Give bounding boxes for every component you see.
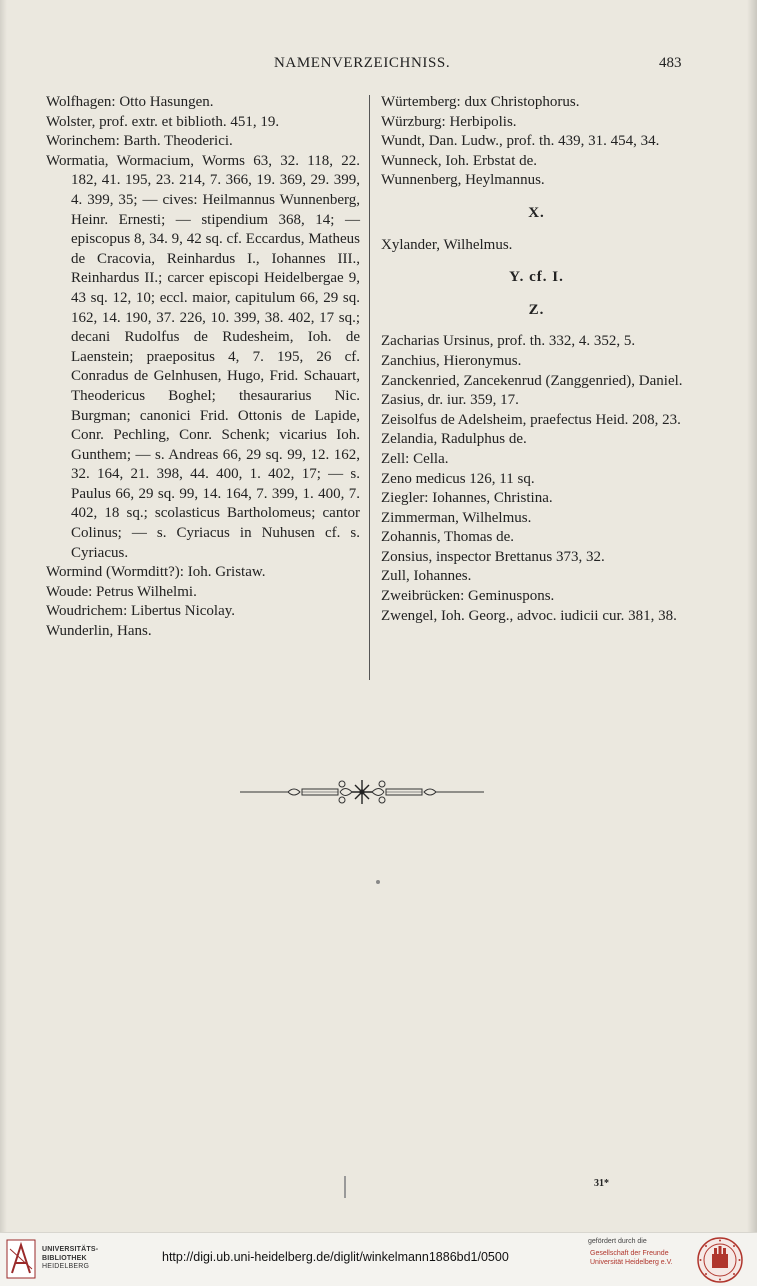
index-entry: Zacharias Ursinus, prof. th. 332, 4. 352, 5.: [381, 333, 636, 350]
index-entry: Zonsius, inspector Brettanus 373, 32.: [381, 548, 605, 565]
page-number: 483: [659, 55, 682, 71]
right-column: [381, 93, 692, 626]
index-entry: Zelandia, Radulphus de.: [381, 431, 527, 448]
index-entry: Zeisolfus de Adelsheim, praefectus Heid. 208, 23.: [381, 411, 681, 428]
letter-heading-z: Z.: [528, 301, 545, 318]
running-head-title: NAMENVERZEICHNISS.: [274, 55, 451, 71]
running-head: [0, 55, 757, 75]
index-entry: Wormatia, Wormacium, Worms 63, 32. 118, 22. 182, 41. 195, 23. 214, 7. 366, 19. 369, 29. 399, 4. 399, 35; — cives: Heilmannus Wunnenberg, Heinr. Ernesti; — stipendium 368, 14; — episcopus 8, 34. 9, 42 sq. cf. Eccardus, Matheus de Cracovia, Reinhardus I., Iohannes III., Reinhardus II.; carcer episcopi Heidelbergae 9, 43 sq. 12, 10; eccl. maior, capitulum 66, 29 sq. 162, 14. 190, 37. 226, 10. 399, 38. 402, 17 sq.; decani Rudolfus de Rudesheim, Ioh. de Laenstein; praepositus 4, 7. 195, 26 cf. Conradus de Gelnhusen, Hugo, Frid. Schauart, Theodericus Boghel; thesaurarius Nic. Burgman; canonici Frid. Ottonis de Lapide, Conr. Pechling, Conr. Schenk; vicarius Ioh. Gunthem; — s. Andreas 66, 29 sq. 99, 12. 162, 32. 164, 21. 398, 44. 400, 1. 402, 17; — s. Paulus 66, 29 sq. 99, 14. 164, 7. 399, 1. 400, 7. 402, 18 sq.; scolasticus Bartholomeus; cantor Colinus; — s. Cyriacus in Nuhusen cf. s. Cyriacus.: [46, 152, 360, 561]
index-entry: Ziegler: Iohannes, Christina.: [381, 490, 553, 507]
permalink-url[interactable]: http://digi.ub.uni-heidelberg.de/diglit/winkelmann1886bd1/0500: [162, 1250, 509, 1264]
index-entry: Zimmerman, Wilhelmus.: [381, 509, 532, 526]
page-left-edge: [0, 0, 7, 1232]
index-entry: Worinchem: Barth. Theoderici.: [46, 133, 233, 150]
index-entry: Zanckenried, Zancekenrud (Zanggenried), Daniel.: [381, 372, 683, 389]
print-speck: [376, 880, 380, 884]
index-entry: Zasius, dr. iur. 359, 17.: [381, 392, 519, 409]
letter-heading-x: X.: [528, 204, 545, 221]
index-entry: Woudrichem: Libertus Nicolay.: [46, 603, 236, 620]
index-entry: Würtemberg: dux Christophorus.: [381, 94, 580, 110]
sponsor-credit: gefördert durch die Gesellschaft der Freunde Universität Heidelberg e.V.: [588, 1238, 673, 1266]
index-entry: Woude: Petrus Wilhelmi.: [46, 583, 197, 600]
library-logo-icon: [6, 1239, 36, 1279]
page-right-edge: [747, 0, 757, 1232]
index-entry: Xylander, Wilhelmus.: [381, 236, 513, 253]
index-entry: Wunderlin, Hans.: [46, 623, 152, 640]
index-entry: Zull, Iohannes.: [381, 568, 472, 585]
index-entry: Zweibrücken: Geminuspons.: [381, 588, 555, 605]
index-entry: Wormind (Wormditt?): Ioh. Gristaw.: [46, 564, 266, 581]
index-entry: Zell: Cella.: [381, 450, 449, 467]
letter-heading-y: Y. cf. I.: [509, 269, 564, 286]
index-entry: Wundt, Dan. Ludw., prof. th. 439, 31. 454, 34.: [381, 133, 660, 150]
index-entry: Würzburg: Herbipolis.: [381, 113, 517, 130]
index-entry: Wunneck, Ioh. Erbstat de.: [381, 152, 538, 169]
column-divider: [369, 95, 370, 680]
university-seal-icon: [696, 1236, 744, 1284]
digitization-footer: [0, 1232, 757, 1286]
left-column: [46, 93, 360, 642]
index-entry: Zohannis, Thomas de.: [381, 529, 515, 546]
index-entry: Zwengel, Ioh. Georg., advoc. iudicii cur. 381, 38.: [381, 607, 677, 624]
signature-mark: 31*: [594, 1178, 609, 1189]
printers-ornament: [240, 777, 484, 807]
index-entry: Wolfhagen: Otto Hasungen.: [46, 94, 214, 110]
index-entry: Wunnenberg, Heylmannus.: [381, 172, 545, 189]
index-entry: Zanchius, Hieronymus.: [381, 352, 522, 369]
page-stub-mark: [344, 1176, 346, 1198]
index-entry: Wolster, prof. extr. et biblioth. 451, 19.: [46, 113, 280, 130]
library-name: UNIVERSITÄTS- BIBLIOTHEK HEIDELBERG: [42, 1246, 99, 1270]
index-entry: Zeno medicus 126, 11 sq.: [381, 470, 535, 487]
